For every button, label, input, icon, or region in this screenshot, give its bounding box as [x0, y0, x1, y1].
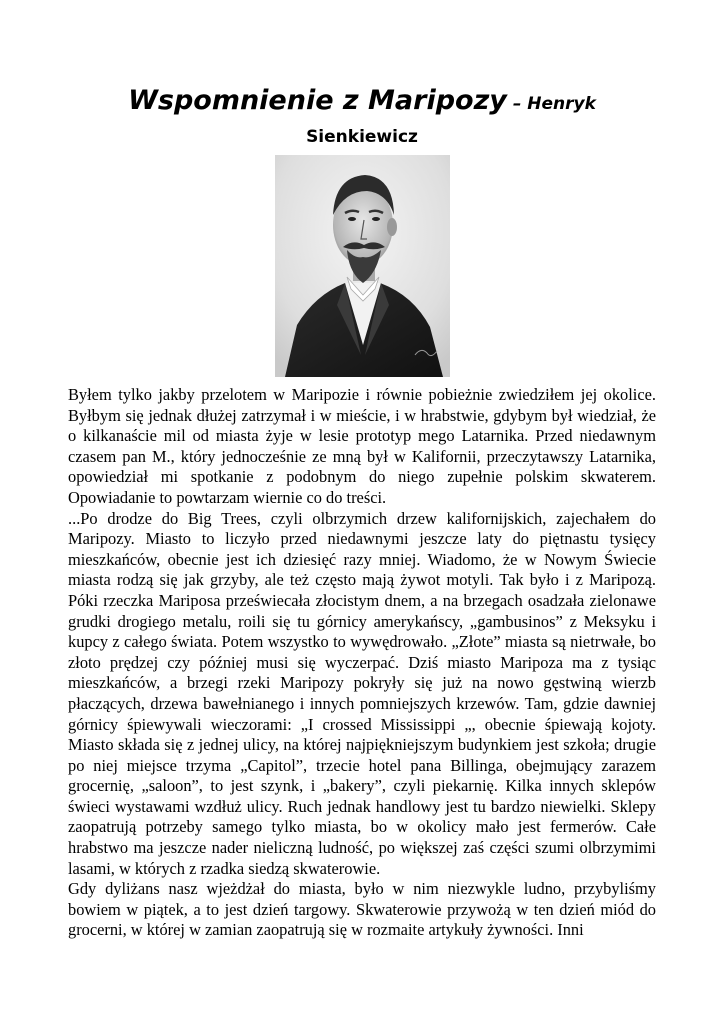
author-portrait — [275, 155, 450, 377]
paragraph: Byłem tylko jakby przelotem w Maripozie i równie pobieżnie zwiedziłem jej okolice. Byłbym się jednak dłużej zatrzymał i w mieście, i w hrabstwie, gdybym był wiedział, że o kilkanaście mil od miasta żyje w lesie prototyp mego Latarnika. Przed niedawnym czasem pan M., który jednocześnie ze mną był w Kalifornii, przeczytawszy Latarnika, opowiedział mi spotkanie z podobnym do niego zupełnie polskim skwaterem. Opowiadanie to powtarzam wiernie co do treści. — [68, 385, 656, 507]
page-title: Wspomnienie z Maripozy — [128, 85, 507, 116]
document-title-block — [60, 82, 664, 149]
author-last-name: Sienkiewicz — [306, 127, 418, 147]
title-separator: – — [506, 94, 528, 114]
document-body — [68, 385, 656, 941]
paragraph: Gdy dyliżans nasz wjeżdżał do miasta, było w nim niezwykle ludno, przybyliśmy bowiem w piątek, a to jest dzień targowy. Skwaterowie przywożą w ten dzień miód do grocerni, w której w zamian zaopatrują się w rozmaite artykuły żywności. Inni — [68, 879, 656, 940]
paragraph: ...Po drodze do Big Trees, czyli olbrzymich drzew kalifornijskich, zajechałem do Maripozy. Miasto to liczyło przed niedawnymi jeszcze laty do piętnastu tysięcy mieszkańców, obecnie jest ich dziesięć razy mniej. Wiadomo, że w Nowym Świecie miasta rodzą się jak grzyby, ale też często mają żywot motyli. Tak było i z Maripozą. Póki rzeczka Mariposa przeświecała złocistym dnem, a na brzegach osadzała zielonawe grudki drogiego metalu, roili się tu górnicy amerykańscy, „gambusinos” z Meksyku i kupcy z całego świata. Potem wszystko to wywędrowało. „Złote” miasta są nietrwałe, bo złoto prędzej czy później musi się wyczerpać. Dziś miasto Maripoza ma z tysiąc mieszkańców, a brzegi rzeki Maripozy pokryły się już na nowo gęstwiną wierzb płaczących, drzewa bawełnianego i innych pomniejszych krzewów. Tam, gdzie dawniej górnicy śpiewywali wieczorami: „I crossed Mississippi „, obecnie śpiewają kojoty. Miasto składa się z jednej ulicy, na której najpiękniejszym budynkiem jest szkoła; drugie po niej miejsce trzyma „Capitol”, trzecie hotel pana Billinga, obejmujący zarazem grocernię, „saloon”, to jest szynk, i „bakery”, czyli piekarnię. Kilka innych sklepów świeci wystawami wzdłuż ulicy. Ruch jednak handlowy jest tu bardzo niewielki. Sklepy zaopatrują potrzeby samego tylko miasta, bo w okolicy mało jest fermerów. Całe hrabstwo ma jeszcze nader nieliczną ludność, po większej zaś części szumi olbrzymimi lasami, w których z rzadka siedzą skwaterowie. — [68, 508, 656, 878]
author-first-name: Henryk — [527, 94, 596, 114]
portrait-photo-icon — [275, 155, 450, 377]
title-line — [60, 82, 664, 123]
